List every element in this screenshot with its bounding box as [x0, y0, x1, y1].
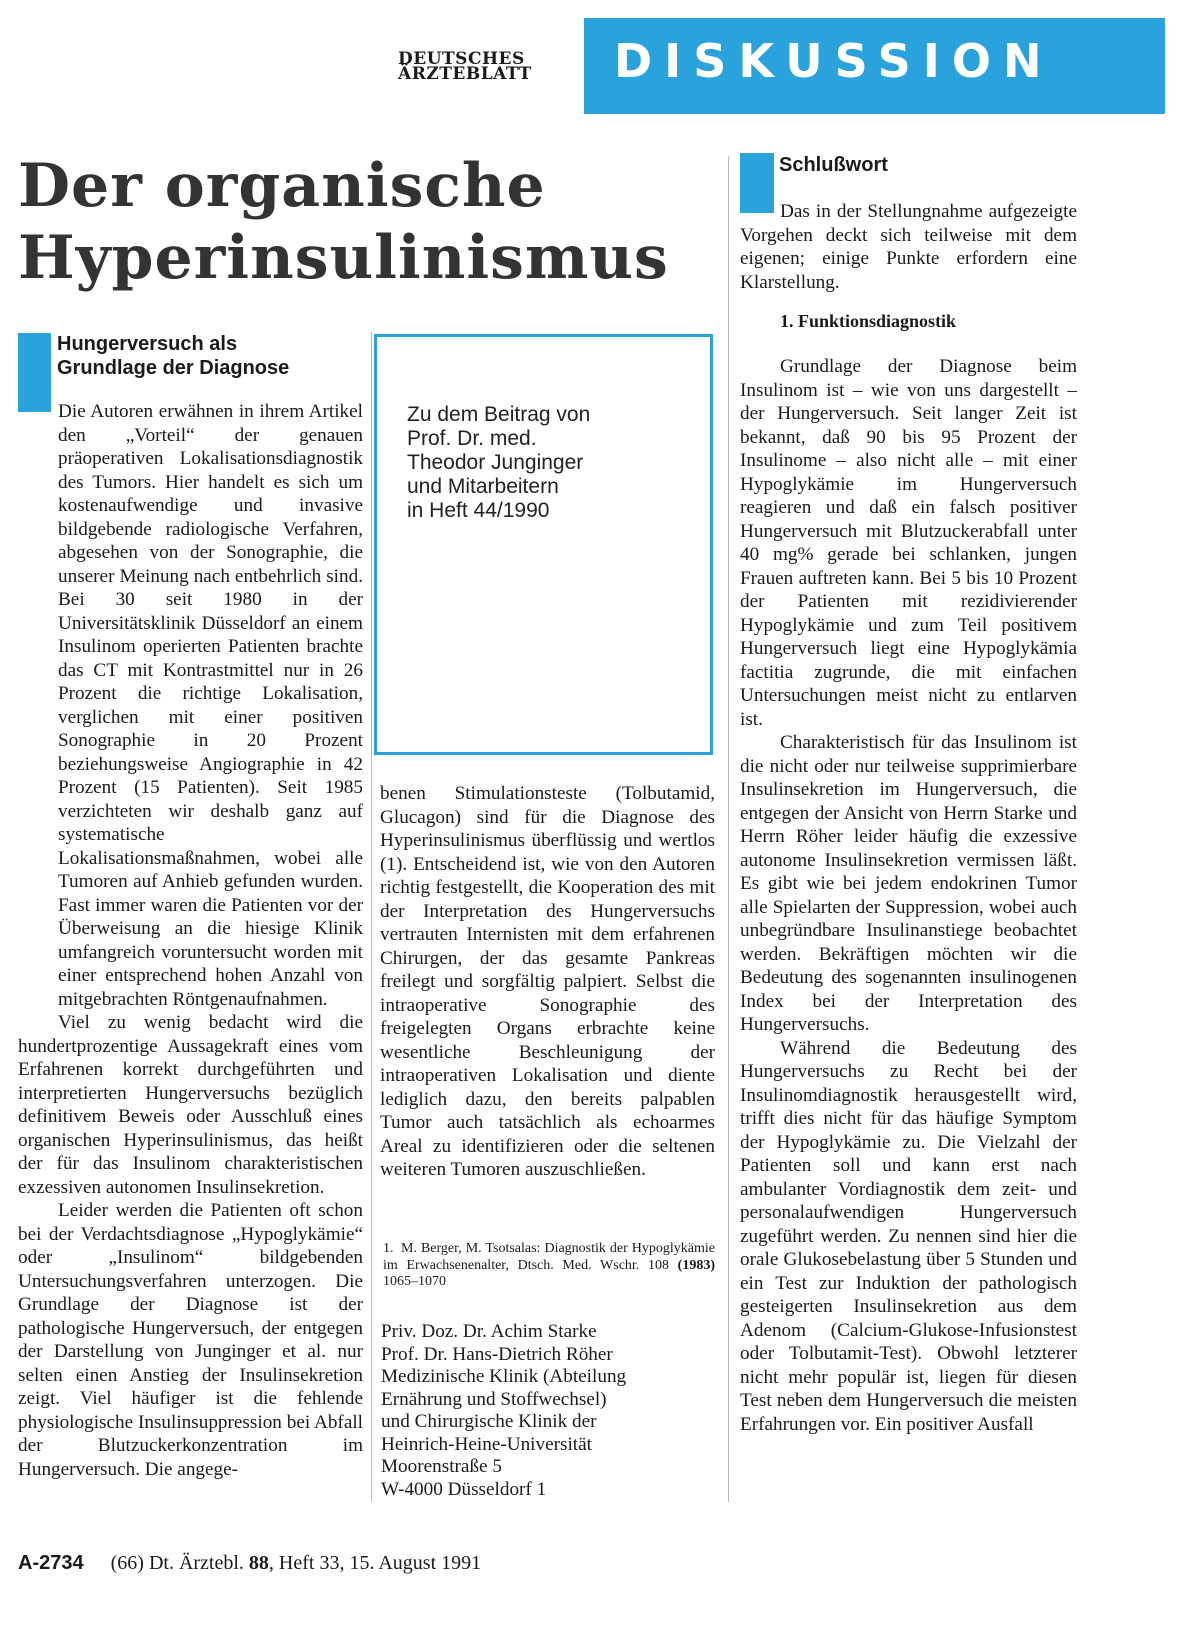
headline-line2: Hyperinsulinismus — [18, 223, 669, 293]
callout-line4: und Mitarbeitern — [407, 475, 559, 498]
middle-paragraph: benen Stimulationsteste (Tolbutamid, Glucagon) sind für die Diagnose des Hyperinsulinismus überflüssig und wertlos (1). Entscheidend ist, wie von den Autoren richtig festgestellt, die Kooperation des mit der Interpretation des Hungerversuchs vertrauten Internisten mit dem erfahrenen Chirurgen, der das gesamte Pankreas freilegt und sorgfältig palpiert. Selbst die intraoperative Sonographie des freigelegten Organs erbrachte keine wesentliche Beschleunigung der intraoperativen Lokalisation und diente lediglich dazu, den bereits palpablen Tumor auch tatsächlich als echoarmes Areal zu identifizieren oder die seltenen weiteren Tumoren auszuschließen. — [380, 783, 715, 1180]
journal-volume: 88 — [248, 1552, 269, 1574]
article-headline — [18, 150, 738, 294]
left-paragraph-1: Die Autoren erwähnen in ihrem Artikel den „Vorteil“ der genauen präoperativen Lokalisationsdiagnostik des Tumors. Hier handelt es sich um kostenaufwendige und invasive bildgebende radiologische Verfahren, abgesehen von der Sonographie, die unserer Meinung nach entbehrlich sind. Bei 30 seit 1980 in der Universitätsklinik Düsseldorf an einem Insulinom operierten Patienten brachte das CT mit Kontrastmittel nur in 26 Prozent die richtige Lokalisation, verglichen mit einer positiven Sonographie in 20 Prozent beziehungsweise Angiographie in 42 Prozent (15 Patienten). Seit 1985 verzichteten wir deshalb ganz auf systematische Lokalisationsmaßnahmen, wobei alle Tumoren auf Anhieb gefunden wurden. Fast immer waren die Patienten vor der Überweisung an die hiesige Klinik umfangreich voruntersucht worden mit einer entsprechend hohen Anzahl von mitgebrachten Röntgenaufnahmen. — [58, 401, 363, 1010]
callout-line1: Zu dem Beitrag von — [407, 403, 591, 426]
callout-line2: Prof. Dr. med. — [407, 427, 537, 450]
left-subhead-line2: Grundlage der Diagnose — [57, 357, 290, 379]
affiliation-line4: Ernährung und Stoffwechsel) — [381, 1388, 607, 1410]
masthead-line2: ÄRZTEBLATT — [398, 64, 532, 84]
left-column-text — [18, 400, 363, 1481]
right-column-text — [740, 355, 1077, 1436]
right-paragraph-2: Charakteristisch für das Insulinom ist die nicht oder nur teilweise supprimierbare Insulinsekretion im Hungerversuch, die entgegen der Ansicht von Herrn Starke und Herrn Röher leider häufig die exzessive autonome Insulinsekretion vermissen läßt. Es gibt wie bei jedem endokrinen Tumor alle Spielarten der Suppression, wobei auch unbegründbare Insulinanstiege beobachtet werden. Bekräftigen möchten wir die Bedeutung des sogenannten insulinogenen Index bei der Interpretation des Hungerversuchs. — [740, 732, 1077, 1035]
affiliation-line6: Heinrich-Heine-Universität — [381, 1433, 592, 1455]
right-paragraph-1: Grundlage der Diagnose beim Insulinom ist – wie von uns dargestellt – der Hungerversuch. Seit langer Zeit ist bekannt, daß 90 bis 95 Prozent der Insulinome – also nicht alle – mit einer Hypoglykämie im Hungerversuch reagieren und daß ein falsch positiver Hungerversuch mit Blutzuckerabfall unter 40 mg% gerade bei schlanken, jungen Frauen auftreten kann. Bei 5 bis 10 Prozent der Patienten mit rezidivierender Hypoglykämie und zum Teil positivem Hungerversuch liegt eine Hypoglykämia factitia zugrunde, die mit einfachen Untersuchungen meist nicht zu entlarven ist. — [740, 356, 1077, 730]
affiliation-line5: und Chirurgische Klinik der — [381, 1411, 597, 1432]
page-number-paren: (66) — [110, 1552, 144, 1574]
left-paragraph-3: Leider werden die Patienten oft schon bei der Verdachtsdiagnose „Hypoglykämie“ oder „Insulinom“ bildgebenden Untersuchungsverfahren unterzogen. Die Grundlage der Diagnose ist der pathologische Hungerversuch, der entgegen der Darstellung von Junginger et al. nur selten einen Anstieg der Insulinsekretion zeigt. Viel häufiger ist die fehlende physiologische Insulinsuppression bei Abfall der Blutzuckerkonzentration im Hungerversuch. Die angege- — [18, 1200, 363, 1480]
related-article-box — [374, 334, 713, 755]
section-label: DISKUSSION — [614, 34, 1054, 88]
journal-abbrev: Dt. Ärztebl. — [148, 1552, 244, 1574]
left-subhead — [57, 332, 357, 380]
headline-line1: Der organische — [18, 151, 546, 221]
reply-subhead: 1. Funktionsdiagnostik — [780, 311, 957, 331]
journal-masthead — [398, 49, 568, 84]
reference-text: M. Berger, M. Tsotsalas: Diagnostik der Hypoglykämie im Erwachsenenalter, Dtsch. Med. Wschr. 108 — [383, 1241, 715, 1273]
affiliation-line3: Medizinische Klinik (Abteilung — [381, 1366, 627, 1387]
callout-line3: Theodor Junginger — [407, 451, 584, 474]
reference-year: (1983) — [677, 1257, 715, 1273]
reference-list — [383, 1241, 715, 1291]
reference-pages: 1065–1070 — [383, 1274, 446, 1289]
column-divider-1 — [371, 332, 372, 1502]
issue-date: , Heft 33, 15. August 1991 — [268, 1552, 482, 1574]
right-paragraph-3: Während die Bedeutung des Hungerversuchs zu Recht bei der Insulinomdiagnostik herausgestellt wird, trifft dies nicht für das häufige Symptom der Hypoglykämie zu. Die Vielzahl der Patienten soll und kann erst nach ambulanter Vordiagnostik dem zeit- und personalaufwendigen Hungerversuch zugeführt werden. Zu nennen sind hier die orale Glukosebelastung über 5 Stunden und ein Test zur Induktion der pathologisch gesteigerten Insulinsekretion aus dem Adenom (Calcium-Glukose-Infusionstest oder Tolbutamit-Test). Obwohl letzterer nicht mehr populär ist, liegen für diesen Test neben dem Hungerversuch die meisten Erfahrungen vor. Ein positiver Ausfall — [740, 1037, 1077, 1435]
page-id: A-2734 — [18, 1552, 84, 1574]
masthead-line1: DEUTSCHES — [398, 49, 525, 69]
callout-text — [407, 403, 697, 523]
affiliation-line1: Priv. Doz. Dr. Achim Starke — [381, 1321, 597, 1342]
reply-intro-text: Das in der Stellungnahme aufgezeigte Vorgehen deckt sich teilweise mit dem eigenen; einige Punkte erfordern eine Klarstellung. — [740, 201, 1077, 293]
column-divider-2 — [728, 156, 729, 1502]
reply-intro — [740, 200, 1077, 294]
author-affiliation — [381, 1321, 721, 1501]
middle-column-text — [380, 782, 715, 1182]
reference-number: 1. — [383, 1241, 394, 1256]
affiliation-line7: Moorenstraße 5 — [381, 1456, 502, 1477]
left-paragraph-2: Viel zu wenig bedacht wird die hundertprozentige Aussagekraft eines vom Erfahrenen korrekt durchgeführten und interpretierten Hungerversuchs bezüglich definitivem Beweis oder Ausschluß eines organischen Hyperinsulinismus, das heißt der für das Insulinom charakteristischen exzessiven autonomen Insulinsekretion. — [18, 1012, 363, 1198]
left-subhead-line1: Hungerversuch als — [57, 333, 238, 355]
reply-title: Schlußwort — [779, 154, 888, 176]
callout-line5: in Heft 44/1990 — [407, 499, 550, 522]
page-footer — [18, 1552, 718, 1575]
affiliation-line8: W-4000 Düsseldorf 1 — [381, 1478, 547, 1500]
affiliation-line2: Prof. Dr. Hans-Dietrich Röher — [381, 1343, 613, 1365]
